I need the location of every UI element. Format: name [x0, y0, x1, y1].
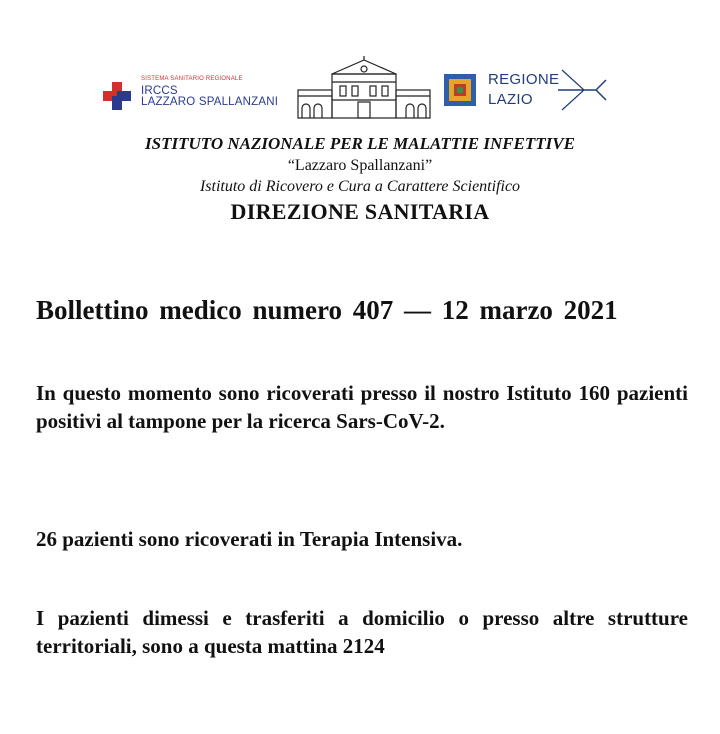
institute-subtitle: Istituto di Ricovero e Cura a Carattere Scientifico — [199, 178, 521, 195]
regione-label: REGIONE — [488, 71, 560, 88]
lazio-label: LAZIO — [488, 91, 533, 108]
spallanzani-logo — [101, 70, 281, 110]
bulletin-paragraph-2: 26 pazienti sono ricoverati in Terapia Intensiva. — [36, 527, 463, 551]
regione-lazio-logo — [440, 68, 610, 112]
bulletin-title: Bollettino medico numero 407 — 12 marzo 2021 — [36, 295, 618, 325]
institute-building-icon — [296, 56, 432, 122]
logo-bar — [0, 56, 720, 126]
medical-cross-icon — [101, 80, 133, 112]
institute-eponym: “Lazzaro Spallanzani” — [287, 157, 433, 174]
logo-network-label: SISTEMA SANITARIO REGIONALE — [141, 76, 243, 82]
institute-header — [0, 132, 720, 226]
bulletin-paragraph-1: In questo momento sono ricoverati presso il nostro Istituto 160 pazienti positivi al tampone per la ricerca Sars-CoV-2. — [36, 381, 688, 433]
bulletin-paragraph-3: I pazienti dimessi e trasferiti a domicilio o presso altre strutture territoriali, sono a questa mattina 2124 — [36, 606, 688, 658]
regione-lazio-emblem-icon — [440, 70, 480, 110]
department-title: DIREZIONE SANITARIA — [230, 199, 490, 224]
regione-lazio-chevron-icon — [558, 68, 608, 112]
logo-spallanzani-label: LAZZARO SPALLANZANI — [141, 96, 279, 108]
logo-irccs-label: IRCCS — [141, 85, 178, 97]
institute-name: ISTITUTO NAZIONALE PER LE MALATTIE INFETTIVE — [145, 134, 575, 153]
